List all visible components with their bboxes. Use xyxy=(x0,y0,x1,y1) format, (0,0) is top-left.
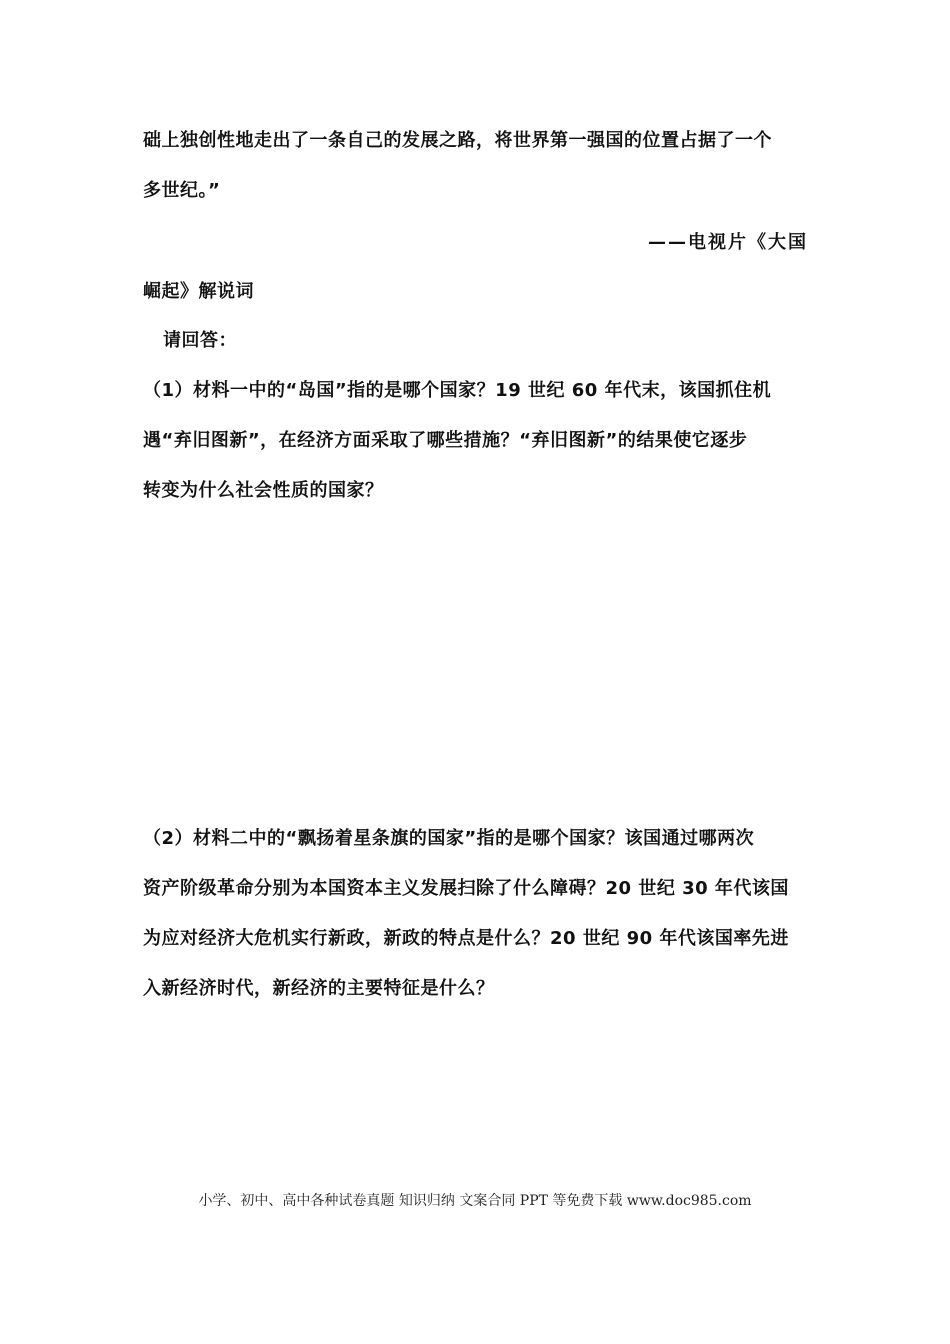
material-text-line: 础上独创性地走出了一条自己的发展之路，将世界第一强国的位置占据了一个 xyxy=(143,130,772,151)
answer-prompt: 请回答： xyxy=(163,330,237,351)
question-2-line: 资产阶级革命分别为本国资本主义发展扫除了什么障碍？20 世纪 30 年代该国 xyxy=(143,878,789,899)
question-1-line: （1）材料一中的“岛国”指的是哪个国家？19 世纪 60 年代末，该国抓住机 xyxy=(143,380,772,401)
question-2-line: （2）材料二中的“飘扬着星条旗的国家”指的是哪个国家？该国通过哪两次 xyxy=(143,828,755,849)
material-source-continued: 崛起》解说词 xyxy=(143,281,254,302)
question-1-line: 遇“弃旧图新”，在经济方面采取了哪些措施？“弃旧图新”的结果使它逐步 xyxy=(143,430,748,451)
material-text-line: 多世纪。” xyxy=(143,180,221,201)
material-source: ——电视片《大国 xyxy=(648,232,808,253)
question-2-line: 为应对经济大危机实行新政，新政的特点是什么？20 世纪 90 年代该国率先进 xyxy=(143,928,789,949)
question-2-line: 入新经济时代，新经济的主要特征是什么？ xyxy=(143,978,495,999)
page-footer: 小学、初中、高中各种试卷真题 知识归纳 文案合同 PPT 等免费下载 www.doc985.com xyxy=(198,1193,752,1209)
question-1-line: 转变为什么社会性质的国家？ xyxy=(143,480,384,501)
